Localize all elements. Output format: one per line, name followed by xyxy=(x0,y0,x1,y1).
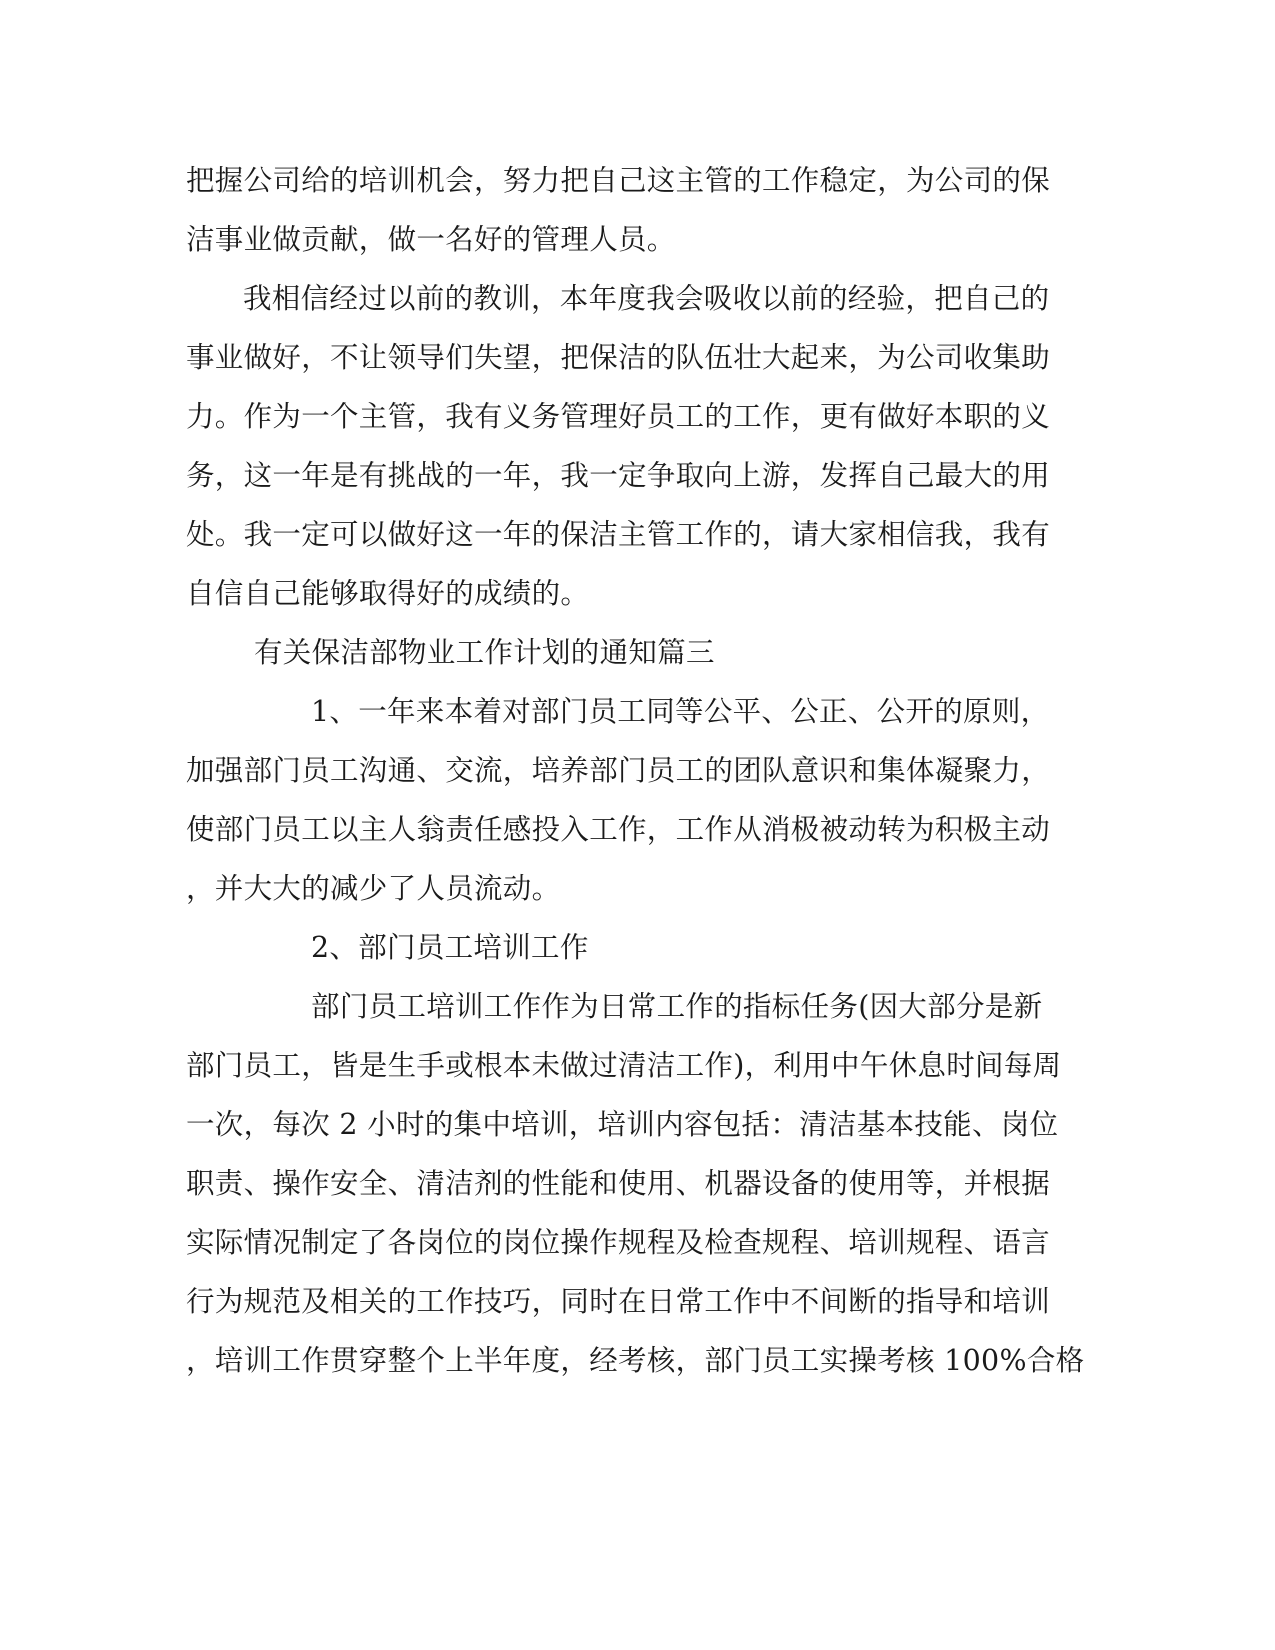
text-line: 事业做好，不让领导们失望，把保洁的队伍壮大起来，为公司收集助 xyxy=(186,341,1051,374)
section-heading: 有关保洁部物业工作计划的通知篇三 xyxy=(254,636,715,669)
text-line: 我相信经过以前的教训，本年度我会吸收以前的经验，把自己的 xyxy=(243,282,1050,315)
text-line: 务，这一年是有挑战的一年，我一定争取向上游，发挥自己最大的用 xyxy=(186,459,1051,492)
text-line: ，培训工作贯穿整个上半年度，经考核，部门员工实操考核 100%合格 xyxy=(186,1344,1085,1377)
text-line: 部门员工，皆是生手或根本未做过清洁工作)，利用中午休息时间每周 xyxy=(186,1049,1062,1082)
text-line: 行为规范及相关的工作技巧，同时在日常工作中不间断的指导和培训 xyxy=(186,1285,1051,1318)
text-line: 使部门员工以主人翁责任感投入工作，工作从消极被动转为积极主动 xyxy=(186,813,1051,846)
text-line: 1、一年来本着对部门员工同等公平、公正、公开的原则， xyxy=(311,695,1050,728)
text-line: 职责、操作安全、清洁剂的性能和使用、机器设备的使用等，并根据 xyxy=(186,1167,1051,1200)
text-line: 实际情况制定了各岗位的岗位操作规程及检查规程、培训规程、语言 xyxy=(186,1226,1051,1259)
text-line: 处。我一定可以做好这一年的保洁主管工作的，请大家相信我，我有 xyxy=(186,518,1051,551)
subsection-heading: 2、部门员工培训工作 xyxy=(311,931,589,964)
text-line: ，并大大的减少了人员流动。 xyxy=(186,872,561,905)
text-line: 把握公司给的培训机会，努力把自己这主管的工作稳定，为公司的保 xyxy=(186,164,1051,197)
text-line: 加强部门员工沟通、交流，培养部门员工的团队意识和集体凝聚力， xyxy=(186,754,1051,787)
text-line: 力。作为一个主管，我有义务管理好员工的工作，更有做好本职的义 xyxy=(186,400,1051,433)
text-line: 自信自己能够取得好的成绩的。 xyxy=(186,577,590,610)
text-line: 一次，每次 2 小时的集中培训，培训内容包括：清洁基本技能、岗位 xyxy=(186,1108,1059,1141)
text-line: 部门员工培训工作作为日常工作的指标任务(因大部分是新 xyxy=(311,990,1043,1023)
text-line: 洁事业做贡献，做一名好的管理人员。 xyxy=(186,223,676,256)
